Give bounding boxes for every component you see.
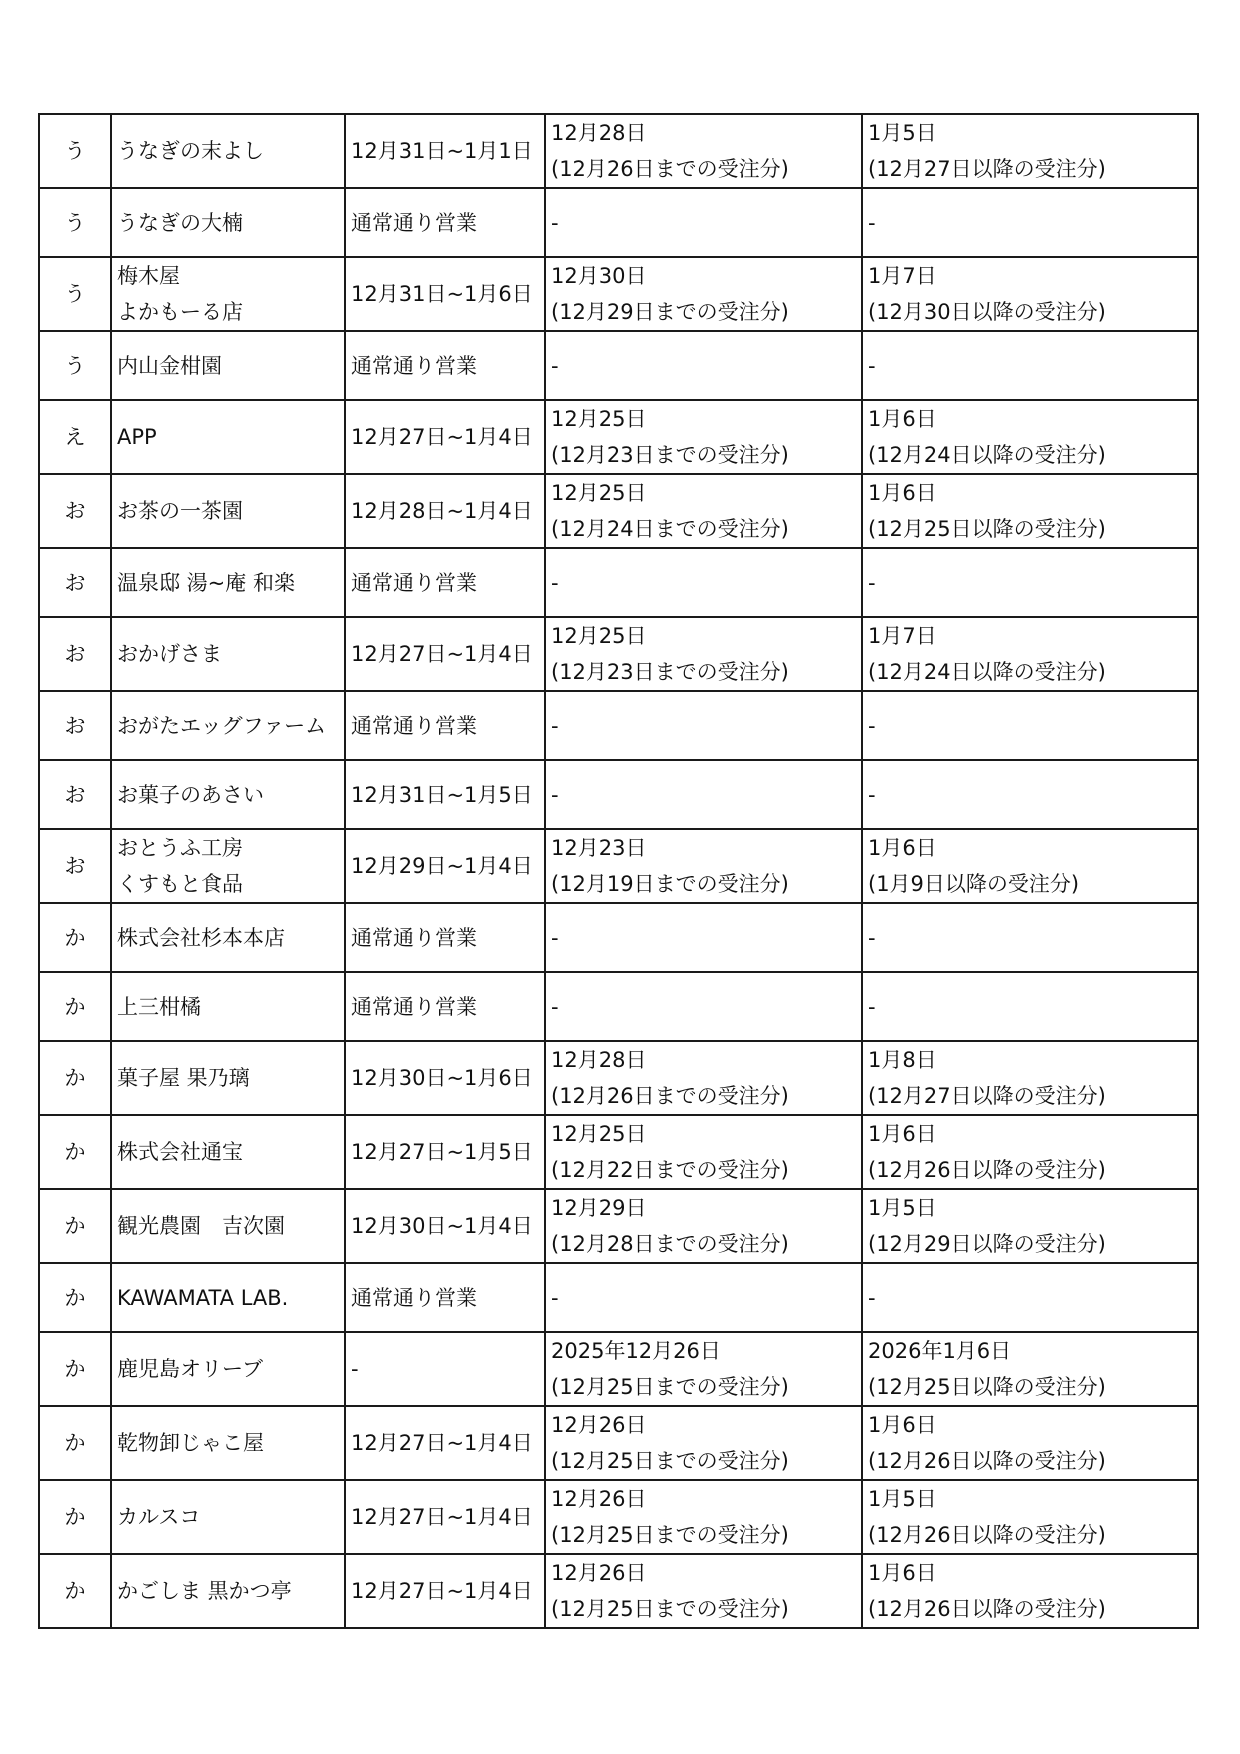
shop-name-cell (111, 829, 345, 903)
last-shipping-cell (545, 903, 862, 972)
shop-name-line: 内山金柑園 (117, 353, 222, 378)
resume-shipping-cell (862, 331, 1198, 400)
shop-name-cell (111, 1480, 345, 1554)
table-row (39, 1263, 1198, 1332)
last-shipping-line: (12月22日までの受注分) (551, 1158, 789, 1182)
last-shipping-line: (12月26日までの受注分) (551, 1084, 789, 1108)
shop-name-line: 鹿児島オリーブ (117, 1357, 263, 1381)
resume-shipping-line: (12月30日以降の受注分) (868, 300, 1106, 324)
holiday-period-cell: 12月27日~1月4日 (345, 617, 545, 691)
kana-index-cell: う (39, 257, 111, 331)
holiday-period-cell: 通常通り営業 (345, 548, 545, 617)
shop-name-cell (111, 760, 345, 829)
holiday-period-cell: 通常通り営業 (345, 331, 545, 400)
last-shipping-line: 12月29日 (551, 1196, 647, 1220)
shop-name-line: お菓子のあさい (117, 782, 264, 807)
last-shipping-line: 12月28日 (551, 121, 647, 145)
table-row (39, 1406, 1198, 1480)
table-row (39, 1041, 1198, 1115)
last-shipping-cell (545, 1332, 862, 1406)
shop-name-line: お茶の一茶園 (117, 499, 243, 523)
kana-index-cell: う (39, 331, 111, 400)
resume-shipping-line: 1月6日 (868, 1122, 937, 1146)
last-shipping-line: (12月25日までの受注分) (551, 1449, 789, 1473)
last-shipping-cell (545, 1480, 862, 1554)
resume-shipping-line: - (868, 353, 876, 378)
holiday-period-cell: 12月30日~1月6日 (345, 1041, 545, 1115)
last-shipping-line: (12月25日までの受注分) (551, 1523, 789, 1547)
shop-name-line: おかげさま (117, 642, 222, 666)
holiday-period-cell: - (345, 1332, 545, 1406)
last-shipping-line: - (551, 994, 559, 1019)
last-shipping-line: 12月28日 (551, 1048, 647, 1072)
table-row (39, 1332, 1198, 1406)
kana-index-cell: お (39, 548, 111, 617)
last-shipping-cell (545, 617, 862, 691)
resume-shipping-line: (12月26日以降の受注分) (868, 1449, 1106, 1473)
resume-shipping-line: (12月26日以降の受注分) (868, 1597, 1106, 1621)
resume-shipping-cell (862, 617, 1198, 691)
holiday-period-cell: 12月27日~1月4日 (345, 400, 545, 474)
shop-name-line: 観光農園 吉次園 (117, 1214, 285, 1238)
shop-name-cell (111, 1189, 345, 1263)
table-row (39, 691, 1198, 760)
shop-name-line: よかもーる店 (117, 300, 243, 324)
last-shipping-line: 12月25日 (551, 481, 647, 505)
shop-name-cell (111, 1263, 345, 1332)
last-shipping-line: (12月29日までの受注分) (551, 300, 789, 324)
kana-index-cell: か (39, 1189, 111, 1263)
shop-name-cell (111, 257, 345, 331)
shop-name-line: かごしま 黒かつ亭 (117, 1579, 292, 1603)
table-row (39, 829, 1198, 903)
resume-shipping-cell (862, 474, 1198, 548)
resume-shipping-line: 1月6日 (868, 407, 937, 431)
resume-shipping-line: 1月7日 (868, 264, 937, 288)
resume-shipping-line: (12月29日以降の受注分) (868, 1232, 1106, 1256)
resume-shipping-line: - (868, 994, 876, 1019)
table-row (39, 257, 1198, 331)
last-shipping-cell (545, 691, 862, 760)
resume-shipping-cell (862, 691, 1198, 760)
table-row (39, 114, 1198, 188)
holiday-period-cell: 12月27日~1月4日 (345, 1480, 545, 1554)
kana-index-cell: か (39, 1041, 111, 1115)
holiday-period-cell: 12月27日~1月4日 (345, 1554, 545, 1628)
last-shipping-line: - (551, 210, 559, 235)
holiday-period-cell: 通常通り営業 (345, 972, 545, 1041)
holiday-period-cell: 通常通り営業 (345, 903, 545, 972)
shop-name-line: うなぎの大楠 (117, 210, 243, 235)
holiday-period-cell: 通常通り営業 (345, 1263, 545, 1332)
resume-shipping-cell (862, 188, 1198, 257)
last-shipping-cell (545, 331, 862, 400)
last-shipping-line: - (551, 782, 559, 807)
resume-shipping-line: (12月25日以降の受注分) (868, 1375, 1106, 1399)
last-shipping-cell (545, 400, 862, 474)
last-shipping-cell (545, 1189, 862, 1263)
shop-name-cell (111, 474, 345, 548)
last-shipping-line: (12月23日までの受注分) (551, 443, 789, 467)
last-shipping-line: (12月23日までの受注分) (551, 660, 789, 684)
resume-shipping-line: 1月5日 (868, 1487, 937, 1511)
resume-shipping-line: 2026年1月6日 (868, 1339, 1012, 1363)
last-shipping-cell (545, 829, 862, 903)
last-shipping-line: - (551, 1285, 559, 1310)
last-shipping-line: 12月23日 (551, 836, 647, 860)
shop-name-cell (111, 1332, 345, 1406)
resume-shipping-cell (862, 1263, 1198, 1332)
shop-name-cell (111, 691, 345, 760)
table-row (39, 1480, 1198, 1554)
table-row (39, 1554, 1198, 1628)
table-row (39, 760, 1198, 829)
resume-shipping-line: (12月24日以降の受注分) (868, 443, 1106, 467)
last-shipping-cell (545, 1406, 862, 1480)
resume-shipping-line: - (868, 782, 876, 807)
last-shipping-line: 12月26日 (551, 1413, 647, 1437)
last-shipping-line: 2025年12月26日 (551, 1339, 721, 1363)
resume-shipping-cell (862, 1115, 1198, 1189)
holiday-period-cell: 通常通り営業 (345, 188, 545, 257)
last-shipping-cell (545, 760, 862, 829)
table-row (39, 188, 1198, 257)
last-shipping-line: 12月25日 (551, 407, 647, 431)
shop-name-cell (111, 1041, 345, 1115)
resume-shipping-cell (862, 903, 1198, 972)
resume-shipping-cell (862, 400, 1198, 474)
holiday-period-cell: 12月31日~1月5日 (345, 760, 545, 829)
shop-name-cell (111, 331, 345, 400)
table-row (39, 474, 1198, 548)
last-shipping-line: (12月24日までの受注分) (551, 517, 789, 541)
resume-shipping-line: 1月6日 (868, 1413, 937, 1437)
resume-shipping-line: - (868, 570, 876, 595)
kana-index-cell: か (39, 972, 111, 1041)
shop-name-line: APP (117, 425, 157, 449)
last-shipping-line: (12月25日までの受注分) (551, 1375, 789, 1399)
last-shipping-line: - (551, 713, 559, 738)
kana-index-cell: お (39, 691, 111, 760)
table-row (39, 903, 1198, 972)
kana-index-cell: う (39, 114, 111, 188)
shop-name-cell (111, 114, 345, 188)
kana-index-cell: お (39, 617, 111, 691)
resume-shipping-line: - (868, 1285, 876, 1310)
kana-index-cell: お (39, 760, 111, 829)
resume-shipping-cell (862, 257, 1198, 331)
shop-name-cell (111, 400, 345, 474)
resume-shipping-line: (12月24日以降の受注分) (868, 660, 1106, 684)
last-shipping-line: - (551, 925, 559, 950)
resume-shipping-line: 1月5日 (868, 121, 937, 145)
resume-shipping-line: 1月6日 (868, 481, 937, 505)
holiday-period-cell: 通常通り営業 (345, 691, 545, 760)
resume-shipping-cell (862, 548, 1198, 617)
holiday-period-cell: 12月30日~1月4日 (345, 1189, 545, 1263)
kana-index-cell: か (39, 1406, 111, 1480)
last-shipping-line: (12月19日までの受注分) (551, 872, 789, 896)
resume-shipping-line: (1月9日以降の受注分) (868, 872, 1080, 896)
holiday-period-cell: 12月31日~1月1日 (345, 114, 545, 188)
last-shipping-line: 12月26日 (551, 1561, 647, 1585)
shop-name-line: おとうふ工房 (117, 836, 243, 860)
resume-shipping-cell (862, 1480, 1198, 1554)
shop-name-line: 菓子屋 果乃璃 (117, 1066, 250, 1090)
last-shipping-line: 12月25日 (551, 624, 647, 648)
resume-shipping-cell (862, 829, 1198, 903)
table-row (39, 617, 1198, 691)
shop-name-cell (111, 188, 345, 257)
table-row (39, 1115, 1198, 1189)
shop-name-line: 株式会社杉本本店 (117, 925, 285, 950)
holiday-period-cell: 12月28日~1月4日 (345, 474, 545, 548)
kana-index-cell: う (39, 188, 111, 257)
shop-name-cell (111, 903, 345, 972)
holiday-period-cell: 12月29日~1月4日 (345, 829, 545, 903)
last-shipping-cell (545, 1263, 862, 1332)
resume-shipping-line: - (868, 925, 876, 950)
resume-shipping-cell (862, 1554, 1198, 1628)
last-shipping-line: (12月26日までの受注分) (551, 157, 789, 181)
last-shipping-cell (545, 188, 862, 257)
holiday-schedule-table (38, 113, 1199, 1629)
resume-shipping-line: (12月27日以降の受注分) (868, 157, 1106, 181)
last-shipping-cell (545, 1115, 862, 1189)
shop-name-cell (111, 617, 345, 691)
resume-shipping-line: (12月26日以降の受注分) (868, 1158, 1106, 1182)
kana-index-cell: か (39, 1554, 111, 1628)
resume-shipping-line: 1月5日 (868, 1196, 937, 1220)
resume-shipping-line: - (868, 713, 876, 738)
last-shipping-line: 12月25日 (551, 1122, 647, 1146)
shop-name-line: 温泉邸 湯~庵 和楽 (117, 570, 295, 595)
resume-shipping-line: (12月27日以降の受注分) (868, 1084, 1106, 1108)
kana-index-cell: お (39, 829, 111, 903)
last-shipping-cell (545, 1554, 862, 1628)
resume-shipping-line: - (868, 210, 876, 235)
table-row (39, 972, 1198, 1041)
shop-name-cell (111, 1406, 345, 1480)
last-shipping-line: - (551, 353, 559, 378)
kana-index-cell: か (39, 1480, 111, 1554)
table-row (39, 1189, 1198, 1263)
shop-name-cell (111, 548, 345, 617)
shop-name-line: くすもと食品 (117, 872, 243, 896)
shop-name-line: 梅木屋 (117, 264, 180, 288)
resume-shipping-line: 1月6日 (868, 1561, 937, 1585)
last-shipping-line: (12月25日までの受注分) (551, 1597, 789, 1621)
shop-name-line: 株式会社通宝 (117, 1140, 243, 1164)
shop-name-cell (111, 972, 345, 1041)
kana-index-cell: え (39, 400, 111, 474)
kana-index-cell: お (39, 474, 111, 548)
shop-name-line: うなぎの末よし (117, 139, 264, 163)
shop-name-line: KAWAMATA LAB. (117, 1285, 289, 1310)
holiday-period-cell: 12月27日~1月5日 (345, 1115, 545, 1189)
resume-shipping-line: (12月25日以降の受注分) (868, 517, 1106, 541)
holiday-period-cell: 12月31日~1月6日 (345, 257, 545, 331)
resume-shipping-line: 1月8日 (868, 1048, 937, 1072)
resume-shipping-cell (862, 114, 1198, 188)
resume-shipping-line: (12月26日以降の受注分) (868, 1523, 1106, 1547)
last-shipping-cell (545, 548, 862, 617)
last-shipping-cell (545, 474, 862, 548)
table-row (39, 548, 1198, 617)
shop-name-line: 乾物卸じゃこ屋 (117, 1431, 264, 1455)
shop-name-cell (111, 1115, 345, 1189)
shop-name-cell (111, 1554, 345, 1628)
last-shipping-cell (545, 114, 862, 188)
resume-shipping-cell (862, 760, 1198, 829)
shop-name-line: 上三柑橘 (117, 994, 201, 1019)
shop-name-line: おがたエッグファーム (117, 713, 327, 738)
resume-shipping-cell (862, 1041, 1198, 1115)
last-shipping-line: 12月26日 (551, 1487, 647, 1511)
resume-shipping-cell (862, 1189, 1198, 1263)
shop-name-line: カルスコ (117, 1505, 201, 1529)
kana-index-cell: か (39, 1263, 111, 1332)
holiday-period-cell: 12月27日~1月4日 (345, 1406, 545, 1480)
resume-shipping-cell (862, 1406, 1198, 1480)
resume-shipping-line: 1月7日 (868, 624, 937, 648)
last-shipping-line: (12月28日までの受注分) (551, 1232, 789, 1256)
table-row (39, 400, 1198, 474)
kana-index-cell: か (39, 1332, 111, 1406)
last-shipping-cell (545, 972, 862, 1041)
last-shipping-cell (545, 1041, 862, 1115)
resume-shipping-cell (862, 1332, 1198, 1406)
kana-index-cell: か (39, 1115, 111, 1189)
last-shipping-line: 12月30日 (551, 264, 647, 288)
kana-index-cell: か (39, 903, 111, 972)
table-row (39, 331, 1198, 400)
resume-shipping-cell (862, 972, 1198, 1041)
last-shipping-line: - (551, 570, 559, 595)
resume-shipping-line: 1月6日 (868, 836, 937, 860)
table-body (39, 114, 1198, 1628)
last-shipping-cell (545, 257, 862, 331)
